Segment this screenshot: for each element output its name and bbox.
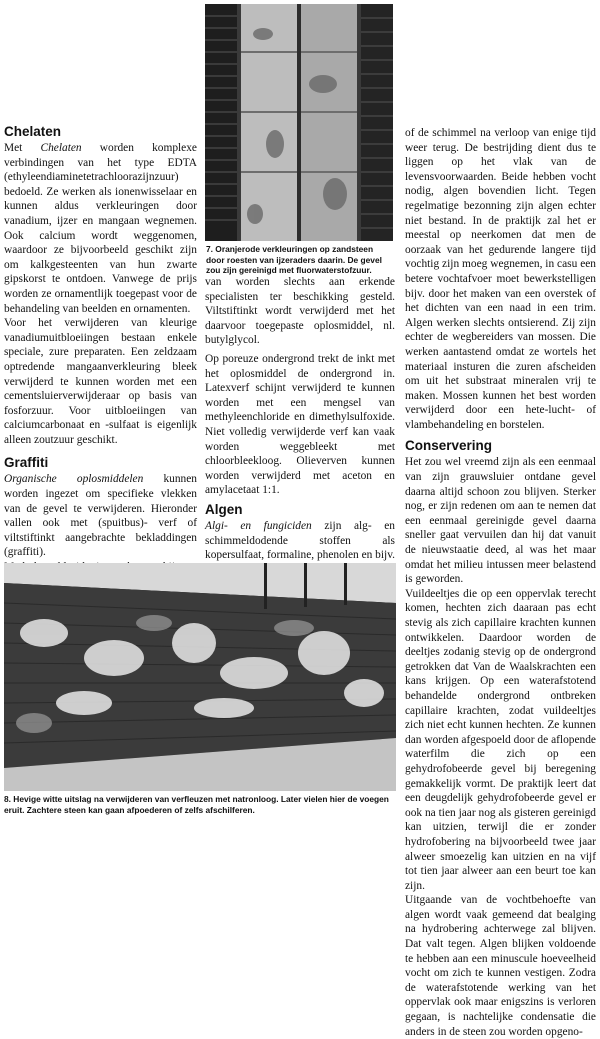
heading-graffiti: Graffiti xyxy=(4,455,49,471)
photo-figure-7 xyxy=(205,4,393,241)
paragraph-col2-1: van worden slechts aan erkende specialisten ter beschikking gesteld. Viltstiftinkt wordt verwijderd met het daarvoor toegepaste oplosmiddel, nl. butylglycol. xyxy=(205,276,395,347)
heading-conservering: Conservering xyxy=(405,438,493,454)
sandstone-column-image xyxy=(205,4,393,241)
photo-figure-8 xyxy=(4,563,396,791)
figure-7-caption: 7. Oranjerode verkleuringen op zandsteen door roesten van ijzeraders daarin. De gevel zou zijn gereinigd met fluorwaterstofzuur. xyxy=(206,244,382,276)
paragraph-chelaten-2: Voor het verwijderen van kleurige vanadiumuitbloeiingen bestaan enkele speciale, zure preparaten. Een zeldzaam optredende mangaanverkleuring bleek verwijderd te kunnen worden met een cementsluierverwijderaar op basis van fosforzuur. Voor uitbloeiingen van calciumcarbonaat en -sulfaat is eigenlijk alleen zoutzuur geschikt. xyxy=(4,317,197,446)
paragraph-chelaten-1: Met Chelaten worden komplexe verbindingen van het type EDTA (ethyleendiaminetetrachloorazijnzuur) bedoeld. Ze werken als ionenwisselaar en kunnen aldus verkleuringen door vanadium, ijzer en mangaan wegnemen. Ook calcium wordt weggenomen, waardoor ze bijvoorbeeld geschikt zijn om kalkgesteenten van hun zwarte gipskorst te ontdoen. Vanwege de prijs worden ze ornamentlijk toegepast voor de behandeling van beelden en ornamenten. xyxy=(4,142,197,315)
brick-wall-image xyxy=(4,563,396,791)
paragraph-conservering-1: Het zou wel vreemd zijn als een eenmaal van zijn grauwsluier ontdane gevel daarna altijd schoon zou blijven. Sterker nog, er zijn redenen om aan te nemen dat een eenmaal gereinigde gevel daarna sneller gaat vervuilen dan hij dat vanuit de nieuwstaatie deed, al was het maar omdat het milieu intussen meer belastend is geworden. xyxy=(405,456,596,586)
heading-chelaten: Chelaten xyxy=(4,124,62,139)
paragraph-col3-1: of de schimmel na verloop van enige tijd weer terug. De bestrijding dient dus te liggen op het vlak van de levensvoorwaarden. Beide hebben vocht nodig, algen bovendien licht. Tegen regelmatige bezonning zijn algen echter niet bestand. In de praktijk zal het er meestal op neerkomen dat men de oorzaak van het gedurende langere tijd vochtig zijn moeg wegnemen, in casu een betere vochtafvoer moet bewerkstelligen bijv. door het maken van een overstek of het dichten van een naad in een trim. Algen werken slechts ontsierend. Zij zijn echter de wegbereiders van mossen. Die werken aantastend omdat ze wortels het materiaal insturen die zuren afscheiden om uit het substraat mineralen vrij te maken. Mossen kunnen het best worden verwijderd door een hete-lucht- of vlambehandeling en borstelen. xyxy=(405,127,596,431)
figure-8-caption: 8. Hevige witte uitslag na verwijderen van verfleuzen met natronloog. Later vielen hier de voegen eruit. Zachtere steen kan gaan afpoederen of zelfs afschilferen. xyxy=(4,794,389,815)
paragraph-algen: Algi- en fungiciden zijn alg- en schimmeldodende stoffen als kopersulfaat, formaline, phenolen en bijv. xyxy=(205,519,395,562)
paragraph-conservering-3: Uitgaande van de vochtbehoefte van algen wordt vaak gemeend dat bealging na hydrobering achterwege zal blijven. Dat valt tegen. Algen blijken voldoende te hebben aan een minuscule hoeveelheid vocht om zich te kunnen vestigen. Zodra de waterafstotende werking van het oppervlak ook maar enigszins is verloren gegaan, is nachtelijke condensatie die anders in de steen zou worden opgeno- xyxy=(405,894,596,1038)
heading-algen: Algen xyxy=(205,501,243,517)
paragraph-col2-2: Op poreuze ondergrond trekt de inkt met het oplosmiddel de ondergrond in. Latexverf schijnt verwijderd te kunnen worden met een mengsel van methyleenchloride en dimethylsulfoxide. Niet volledig verwijderde verf kan vaak worden weggebleekt met chloorbleekloog. Olieverven kunnen worden verwijderd met aceton en amylacetaat 1:1. xyxy=(205,352,395,497)
paragraph-graffiti-1: Organische oplosmiddelen kunnen worden ingezet om specifieke vlekken van de gevel te verwijderen. Hieronder vallen ook met (spuitbus)- verf of viltstiftinkt aangebrachte bekladdingen (graffiti). xyxy=(4,473,197,559)
paragraph-conservering-2: Vuildeeltjes die op een oppervlak terecht komen, hechten zich daaraan pas echt stevig als zich capillaire krachten kunnen ontwikkelen. Daardoor worden de deeltjes zodanig stevig op de ondergrond getrokken dat Van de Waalskrachten een kans krijgen. Op een waterafstotend behandelde ondergrond ontbreken capillaire krachten, zodat vuildeeltjes zich niet echt kunnen hechten. Ze kunnen dan worden afgespoeld door de aflopende waterfilm die zich op een gehydrofobeerde gevel bij beregening gemakkelijk vormt. De praktijk leert dat een deugdelijk gehydrofobeerde gevel er ook na tien jaar nog als gisteren gereinigd kan uitzien, terwijl die er zonder hydrofobering na bijvoorbeeld twee jaar alweer smoezelig kan uitzien en na vijf tot tien jaar alweer aan een beurt toe kan zijn. xyxy=(405,587,596,892)
column-3 xyxy=(405,126,596,1039)
